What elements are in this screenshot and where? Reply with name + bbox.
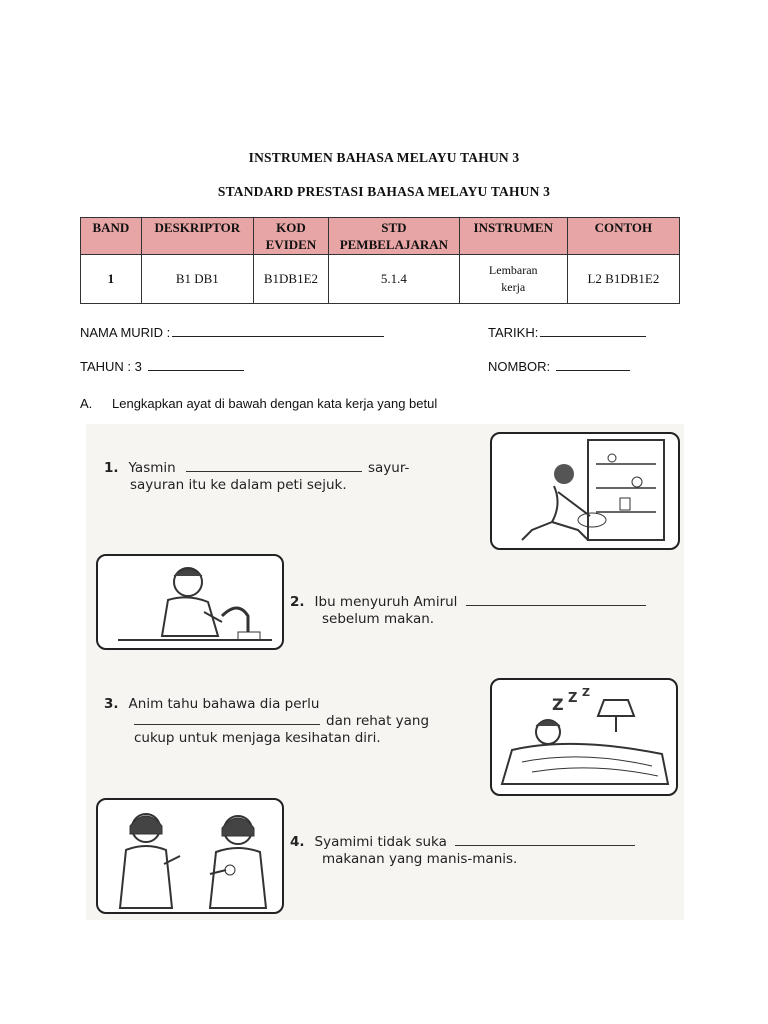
band-table	[80, 217, 680, 304]
nombor-field[interactable]	[488, 358, 630, 374]
question-2-number: 2.	[290, 594, 305, 610]
question-3-line3: cukup untuk menjaga kesihatan diri.	[134, 730, 381, 746]
instruction-text: Lengkapkan ayat di bawah dengan kata kerja yang betul	[112, 396, 438, 411]
cell-instrumen: Lembaran kerja	[459, 255, 567, 304]
girls-talking-illustration	[98, 800, 282, 912]
question-2-text-before: Ibu menyuruh Amirul	[314, 594, 458, 610]
question-2	[290, 594, 646, 628]
fridge-illustration	[492, 434, 678, 548]
question-4-blank[interactable]	[455, 834, 635, 846]
nama-murid-line[interactable]	[172, 324, 384, 337]
question-2-blank[interactable]	[466, 594, 646, 606]
girls-talking-picture	[96, 798, 284, 914]
cell-std-pembelajaran: 5.1.4	[329, 255, 460, 304]
tahun-field[interactable]	[80, 358, 244, 374]
header-contoh: CONTOH	[567, 218, 679, 255]
worksheet-image	[86, 424, 684, 920]
nombor-line[interactable]	[556, 358, 630, 371]
question-1-text-after: sayur-	[367, 460, 410, 476]
question-1-line2: sayuran itu ke dalam peti sejuk.	[130, 477, 347, 493]
cell-band: 1	[81, 255, 142, 304]
handwash-illustration	[98, 556, 282, 648]
cell-kod-eviden: B1DB1E2	[253, 255, 328, 304]
question-3-number: 3.	[104, 696, 119, 712]
worksheet-title: INSTRUMEN BAHASA MELAYU TAHUN 3	[248, 150, 520, 165]
header-std-pembelajaran: STD PEMBELAJARAN	[329, 218, 460, 255]
handwash-picture	[96, 554, 284, 650]
svg-text:Z: Z	[568, 691, 578, 706]
tarikh-field[interactable]	[488, 324, 646, 340]
header-band: BAND	[81, 218, 142, 255]
question-4-text-before: Syamimi tidak suka	[314, 834, 447, 850]
nama-murid-label: NAMA MURID :	[80, 325, 171, 340]
question-4	[290, 834, 635, 868]
question-1	[104, 460, 409, 494]
question-3	[104, 696, 429, 747]
tahun-line[interactable]	[148, 358, 244, 371]
question-4-line2: makanan yang manis-manis.	[322, 851, 518, 867]
header-deskriptor: DESKRIPTOR	[141, 218, 253, 255]
cell-deskriptor: B1 DB1	[141, 255, 253, 304]
header-instrumen: INSTRUMEN	[459, 218, 567, 255]
svg-text:Z: Z	[552, 695, 564, 714]
tarikh-line[interactable]	[540, 324, 646, 337]
nama-murid-field[interactable]	[80, 324, 384, 340]
header-kod-eviden: KOD EVIDEN	[253, 218, 328, 255]
question-2-line2: sebelum makan.	[322, 611, 435, 627]
question-1-number: 1.	[104, 460, 119, 476]
worksheet-subtitle: STANDARD PRESTASI BAHASA MELAYU TAHUN 3	[217, 184, 551, 199]
sleeping-picture	[490, 678, 678, 796]
question-4-number: 4.	[290, 834, 305, 850]
question-1-text-before: Yasmin	[128, 460, 176, 476]
fridge-picture	[490, 432, 680, 550]
instruction	[80, 396, 437, 411]
question-3-text-before: Anim tahu bahawa dia perlu	[128, 696, 320, 712]
question-3-text-mid: dan rehat yang	[326, 713, 430, 729]
nombor-label: NOMBOR:	[488, 359, 551, 374]
question-3-blank[interactable]	[134, 713, 320, 725]
question-1-blank[interactable]	[186, 460, 362, 472]
sleeping-illustration	[492, 680, 676, 794]
tahun-label: TAHUN : 3	[80, 359, 142, 374]
tarikh-label: TARIKH:	[488, 325, 539, 340]
cell-contoh: L2 B1DB1E2	[567, 255, 679, 304]
instruction-letter: A.	[80, 396, 93, 411]
svg-text:Z: Z	[582, 686, 590, 699]
